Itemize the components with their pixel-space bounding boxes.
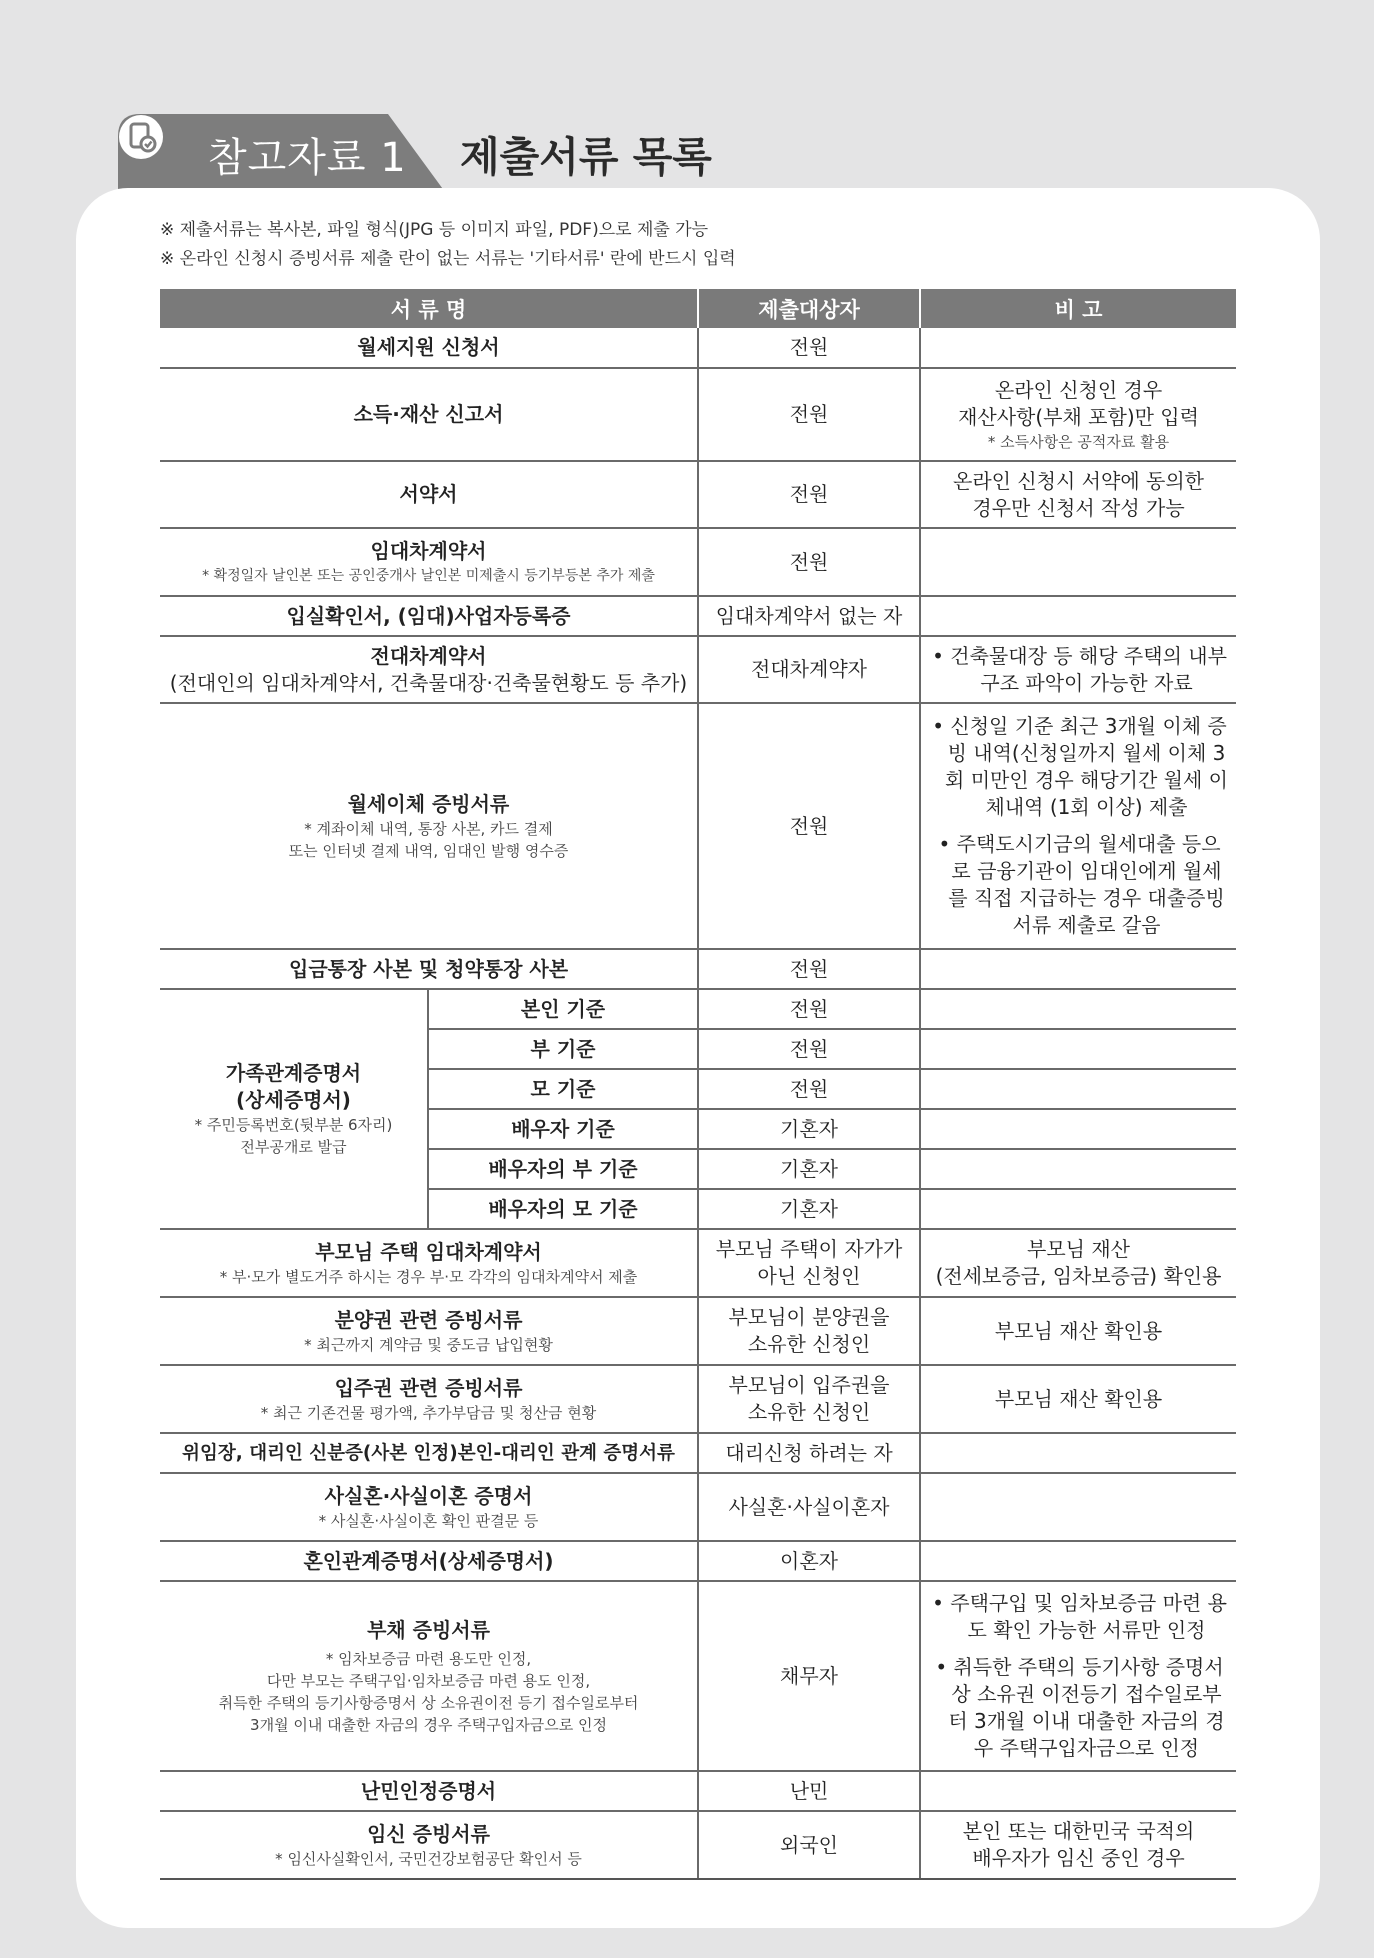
doc-target — [698, 1229, 920, 1297]
document-check-icon — [118, 114, 164, 160]
doc-title: 임대차계약서 — [370, 538, 487, 563]
doc-name — [160, 528, 698, 596]
doc-note — [920, 989, 1236, 1029]
doc-note — [920, 1581, 1236, 1771]
doc-name: 서약서 — [160, 461, 698, 528]
doc-sub: * 임신사실확인서, 국민건강보험공단 확인서 등 — [275, 1849, 582, 1868]
doc-note — [920, 528, 1236, 596]
doc-name: 난민인정증명서 — [160, 1771, 698, 1811]
doc-sub: * 임차보증금 마련 용도만 인정, — [325, 1649, 532, 1668]
doc-target: 이혼자 — [698, 1541, 920, 1581]
doc-target: 전원 — [698, 328, 920, 368]
doc-note — [920, 368, 1236, 461]
doc-sub: 취득한 주택의 등기사항증명서 상 소유권이전 등기 접수일로부터 — [218, 1693, 639, 1712]
doc-name — [160, 636, 698, 703]
doc-sub: 다만 부모는 주택구입·임차보증금 마련 용도 인정, — [266, 1671, 591, 1690]
target-text: 부모님이 입주권을 — [728, 1373, 890, 1397]
doc-target: 기혼자 — [698, 1109, 920, 1149]
doc-sub: * 최근 기존건물 평가액, 추가부담금 및 청산금 현황 — [260, 1403, 597, 1422]
table-row — [160, 636, 1236, 703]
target-text: 소유한 신청인 — [747, 1332, 871, 1356]
doc-sub: * 확정일자 날인본 또는 공인중개사 날인본 미제출시 등기부등본 추가 제출 — [202, 567, 655, 584]
doc-title: 월세이체 증빙서류 — [347, 791, 510, 816]
doc-target: 전원 — [698, 1029, 920, 1069]
doc-basis: 배우자 기준 — [428, 1109, 698, 1149]
note-text: 온라인 신청시 서약에 동의한 — [953, 468, 1204, 493]
doc-target: 전원 — [698, 989, 920, 1029]
doc-target: 전대차계약자 — [698, 636, 920, 703]
doc-title: (상세증명서) — [236, 1088, 351, 1112]
doc-sub: * 최근까지 계약금 및 중도금 납입현황 — [304, 1335, 553, 1354]
page-title: 제출서류 목록 — [460, 133, 712, 181]
note-text: 재산사항(부채 포함)만 입력 — [958, 404, 1199, 429]
doc-target: 전원 — [698, 528, 920, 596]
doc-target: 전원 — [698, 1069, 920, 1109]
doc-target: 기혼자 — [698, 1189, 920, 1229]
doc-target: 전원 — [698, 368, 920, 461]
table-row — [160, 461, 1236, 528]
target-text: 아닌 신청인 — [757, 1264, 861, 1288]
note-text: 온라인 신청인 경우 — [994, 377, 1163, 402]
doc-note — [920, 1541, 1236, 1581]
doc-basis: 배우자의 부 기준 — [428, 1149, 698, 1189]
note-text: (전세보증금, 임차보증금) 확인용 — [935, 1264, 1222, 1288]
doc-note — [920, 1149, 1236, 1189]
target-text: 부모님이 분양권을 — [728, 1305, 890, 1329]
doc-sub: 또는 인터넷 결제 내역, 임대인 발행 영수증 — [288, 841, 569, 860]
doc-title: 전대차계약서 — [370, 643, 487, 668]
target-text: 소유한 신청인 — [747, 1400, 871, 1424]
table-row — [160, 1541, 1236, 1581]
doc-target: 전원 — [698, 703, 920, 949]
table-row — [160, 528, 1236, 596]
doc-basis: 배우자의 모 기준 — [428, 1189, 698, 1229]
doc-sub: * 주민등록번호(뒷부분 6자리) — [194, 1116, 393, 1134]
doc-target: 전원 — [698, 949, 920, 989]
note-sub: * 소득사항은 공적자료 활용 — [987, 432, 1170, 451]
doc-name: 소득·재산 신고서 — [160, 368, 698, 461]
doc-note — [920, 949, 1236, 989]
doc-note — [920, 1229, 1236, 1297]
table-row — [160, 1229, 1236, 1297]
doc-name — [160, 1365, 698, 1433]
doc-target — [698, 1297, 920, 1365]
doc-title: 분양권 관련 증빙서류 — [334, 1307, 523, 1332]
note-text: 본인 또는 대한민국 국적의 — [962, 1819, 1195, 1843]
note-line: ※ 온라인 신청시 증빙서류 제출 란이 없는 서류는 '기타서류' 란에 반드시 입력 — [160, 249, 736, 269]
doc-note — [920, 596, 1236, 636]
doc-note — [920, 1029, 1236, 1069]
doc-title: 부모님 주택 임대차계약서 — [315, 1239, 542, 1264]
doc-target: 임대차계약서 없는 자 — [698, 596, 920, 636]
doc-basis: 모 기준 — [428, 1069, 698, 1109]
doc-sub: * 계좌이체 내역, 통장 사본, 카드 결제 — [304, 819, 553, 838]
table-row — [160, 368, 1236, 461]
doc-name: 입금통장 사본 및 청약통장 사본 — [160, 949, 698, 989]
doc-target: 전원 — [698, 461, 920, 528]
doc-target — [698, 1365, 920, 1433]
doc-sub: * 사실혼·사실이혼 확인 판결문 등 — [318, 1511, 539, 1530]
table-row — [160, 1365, 1236, 1433]
table-row — [160, 703, 1236, 949]
section-tab — [118, 114, 450, 196]
doc-basis: 부 기준 — [428, 1029, 698, 1069]
doc-name: 위임장, 대리인 신분증(사본 인정)본인-대리인 관계 증명서류 — [160, 1433, 698, 1473]
doc-note — [920, 1433, 1236, 1473]
doc-note — [920, 461, 1236, 528]
table-row — [160, 1581, 1236, 1771]
table-row — [160, 1297, 1236, 1365]
doc-name — [160, 1811, 698, 1879]
table-header-row — [160, 289, 1236, 328]
note-text: 부모님 재산 — [1027, 1237, 1130, 1261]
doc-name — [160, 703, 698, 949]
table-row — [160, 1771, 1236, 1811]
doc-target: 기혼자 — [698, 1149, 920, 1189]
doc-sub: 3개월 이내 대출한 자금의 경우 주택구입자금으로 인정 — [250, 1715, 607, 1734]
tab-label: 참고자료 1 — [208, 135, 407, 181]
note-text: 배우자가 임신 중인 경우 — [972, 1846, 1185, 1870]
note-bullet: • 주택도시기금의 월세대출 등으로 금융기관이 임대인에게 월세를 직접 지급하는 경우 대출증빙서류 제출로 갈음 — [938, 832, 1225, 937]
doc-name: 월세지원 신청서 — [160, 328, 698, 368]
doc-note: 부모님 재산 확인용 — [920, 1365, 1236, 1433]
doc-name: 혼인관계증명서(상세증명서) — [160, 1541, 698, 1581]
doc-name — [160, 1297, 698, 1365]
table-row — [160, 596, 1236, 636]
doc-sub: * 부·모가 별도거주 하시는 경우 부·모 각각의 임대차계약서 제출 — [219, 1267, 638, 1286]
doc-basis: 본인 기준 — [428, 989, 698, 1029]
table-row — [160, 1433, 1236, 1473]
doc-title: 부채 증빙서류 — [367, 1617, 490, 1642]
note-bullet: • 신청일 기준 최근 3개월 이체 증빙 내역(신청일까지 월세 이체 3회 미만인 경우 해당기간 월세 이체내역 (1회 이상) 제출 — [932, 714, 1228, 819]
doc-target: 대리신청 하려는 자 — [698, 1433, 920, 1473]
documents-table — [160, 289, 1236, 1880]
doc-target: 난민 — [698, 1771, 920, 1811]
doc-note — [920, 1473, 1236, 1541]
doc-note — [920, 1069, 1236, 1109]
table-row — [160, 328, 1236, 368]
notes — [160, 216, 736, 274]
doc-note — [920, 1771, 1236, 1811]
doc-name — [160, 1581, 698, 1771]
header-target: 제출대상자 — [698, 289, 920, 328]
doc-note — [920, 1811, 1236, 1879]
doc-target: 채무자 — [698, 1581, 920, 1771]
note-line: ※ 제출서류는 복사본, 파일 형식(JPG 등 이미지 파일, PDF)으로 제출 가능 — [160, 220, 709, 240]
note-bullet: • 주택구입 및 임차보증금 마련 용도 확인 가능한 서류만 인정 — [932, 1591, 1227, 1642]
doc-note — [920, 1109, 1236, 1149]
doc-sub: (전대인의 임대차계약서, 건축물대장·건축물현황도 등 추가) — [169, 670, 688, 695]
note-bullet: • 건축물대장 등 해당 주택의 내부 구조 파악이 가능한 자료 — [932, 643, 1227, 695]
doc-note — [920, 1189, 1236, 1229]
doc-title: 임신 증빙서류 — [367, 1821, 490, 1846]
header-document-name: 서 류 명 — [160, 289, 698, 328]
header-remarks: 비 고 — [920, 289, 1236, 328]
doc-name — [160, 1229, 698, 1297]
table-row — [160, 949, 1236, 989]
doc-note — [920, 328, 1236, 368]
doc-name — [160, 1473, 698, 1541]
table-row — [160, 1811, 1236, 1879]
doc-title: 가족관계증명서 — [225, 1061, 362, 1085]
doc-target: 외국인 — [698, 1811, 920, 1879]
doc-note — [920, 636, 1236, 703]
doc-note — [920, 703, 1236, 949]
table-row — [160, 1473, 1236, 1541]
doc-sub: 전부공개로 발급 — [240, 1138, 347, 1156]
table-row — [160, 989, 1236, 1029]
note-bullet: • 취득한 주택의 등기사항 증명서 상 소유권 이전등기 접수일로부터 3개월 이내 대출한 자금의 경우 주택구입자금으로 인정 — [935, 1655, 1225, 1760]
doc-note: 부모님 재산 확인용 — [920, 1297, 1236, 1365]
doc-title: 입주권 관련 증빙서류 — [334, 1375, 523, 1400]
target-text: 부모님 주택이 자가가 — [715, 1237, 903, 1261]
doc-name: 입실확인서, (임대)사업자등록증 — [160, 596, 698, 636]
doc-target: 사실혼·사실이혼자 — [698, 1473, 920, 1541]
doc-name — [160, 989, 428, 1229]
note-text: 경우만 신청서 작성 가능 — [972, 495, 1185, 520]
doc-title: 사실혼·사실이혼 증명서 — [324, 1483, 533, 1508]
